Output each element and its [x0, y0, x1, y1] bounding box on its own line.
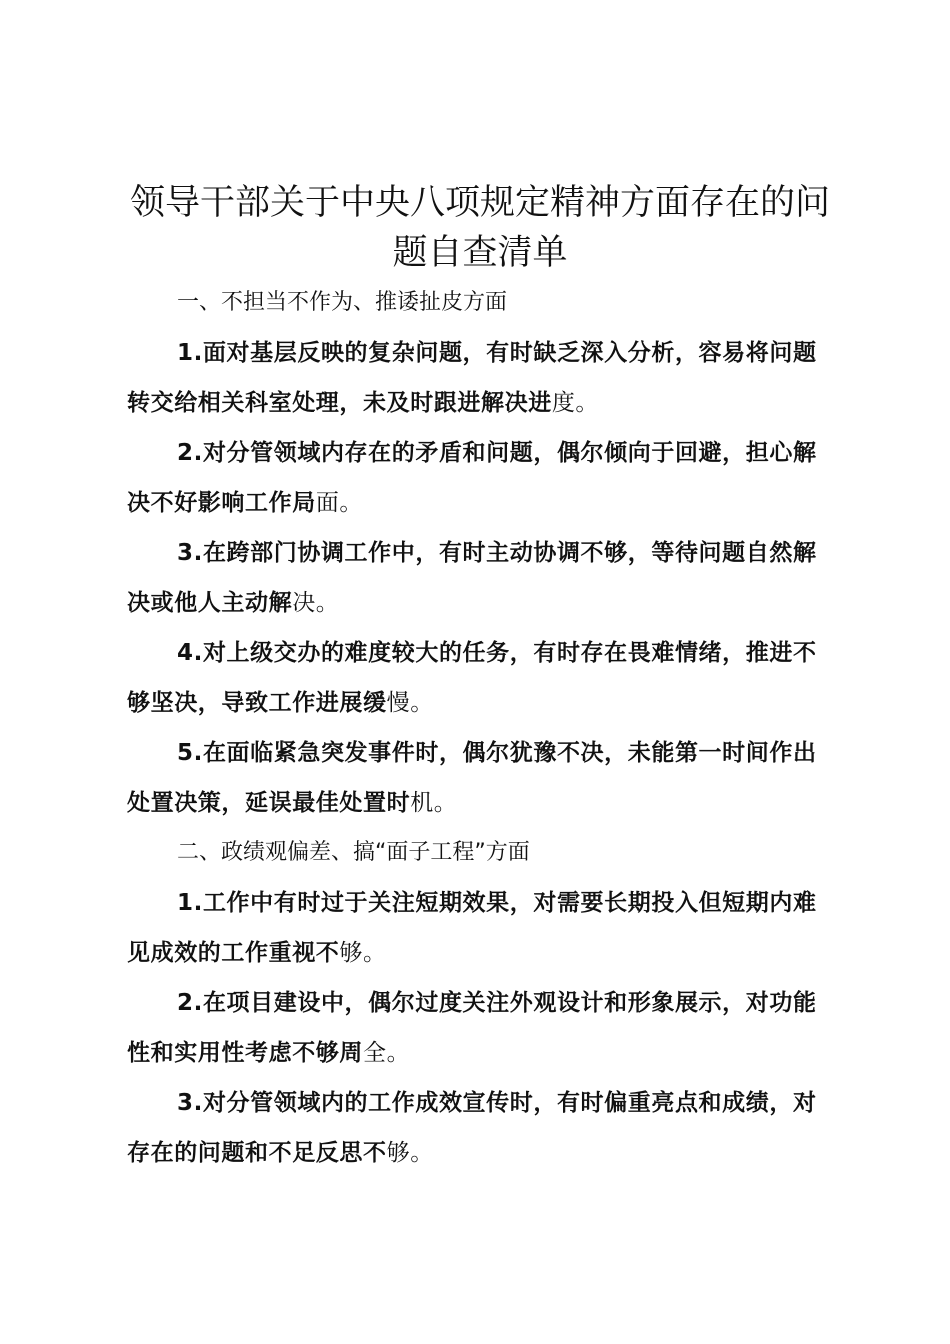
list-item [127, 628, 833, 728]
list-item [127, 878, 833, 978]
item-bold-text: 2.在项目建设中，偶尔过度关注外观设计和形象展示，对功能性和实用性考虑不够周 [127, 990, 817, 1066]
item-tail-text: 够。 [386, 1140, 434, 1166]
item-tail-text: 机。 [410, 790, 458, 816]
document-page [127, 178, 833, 1178]
section-heading: 二、政绩观偏差、搞“面子工程”方面 [177, 840, 530, 865]
item-bold-text: 2.对分管领域内存在的矛盾和问题，偶尔倾向于回避，担心解决不好影响工作局 [127, 440, 817, 516]
item-tail-text: 面。 [315, 490, 364, 516]
section-heading: 一、不担当不作为、推诿扯皮方面 [177, 290, 508, 315]
item-bold-text: 3.在跨部门协调工作中，有时主动协调不够，等待问题自然解决或他人主动解 [127, 540, 817, 616]
item-bold-text: 1.面对基层反映的复杂问题，有时缺乏深入分析，容易将问题转交给相关科室处理，未及时跟进解决进 [127, 340, 817, 416]
item-bold-text: 4.对上级交办的难度较大的任务，有时存在畏难情绪，推进不够坚决，导致工作进展缓 [127, 640, 817, 716]
item-tail-text: 度。 [551, 390, 600, 416]
item-tail-text: 决。 [292, 590, 340, 616]
list-item [127, 528, 833, 628]
list-item [127, 328, 833, 428]
item-bold-text: 1.工作中有时过于关注短期效果，对需要长期投入但短期内难见成效的工作重视不 [127, 890, 817, 966]
item-tail-text: 全。 [363, 1040, 411, 1066]
item-tail-text: 够。 [339, 940, 387, 966]
item-bold-text: 3.对分管领域内的工作成效宣传时，有时偏重亮点和成绩，对存在的问题和不足反思不 [127, 1090, 817, 1166]
list-item [127, 978, 833, 1078]
list-item [127, 1078, 833, 1178]
list-item [127, 428, 833, 528]
item-tail-text: 慢。 [386, 690, 434, 716]
item-bold-text: 5.在面临紧急突发事件时，偶尔犹豫不决，未能第一时间作出处置决策，延误最佳处置时 [127, 740, 817, 816]
list-item [127, 728, 833, 828]
document-title: 领导干部关于中央八项规定精神方面存在的问题自查清单 [129, 183, 830, 273]
